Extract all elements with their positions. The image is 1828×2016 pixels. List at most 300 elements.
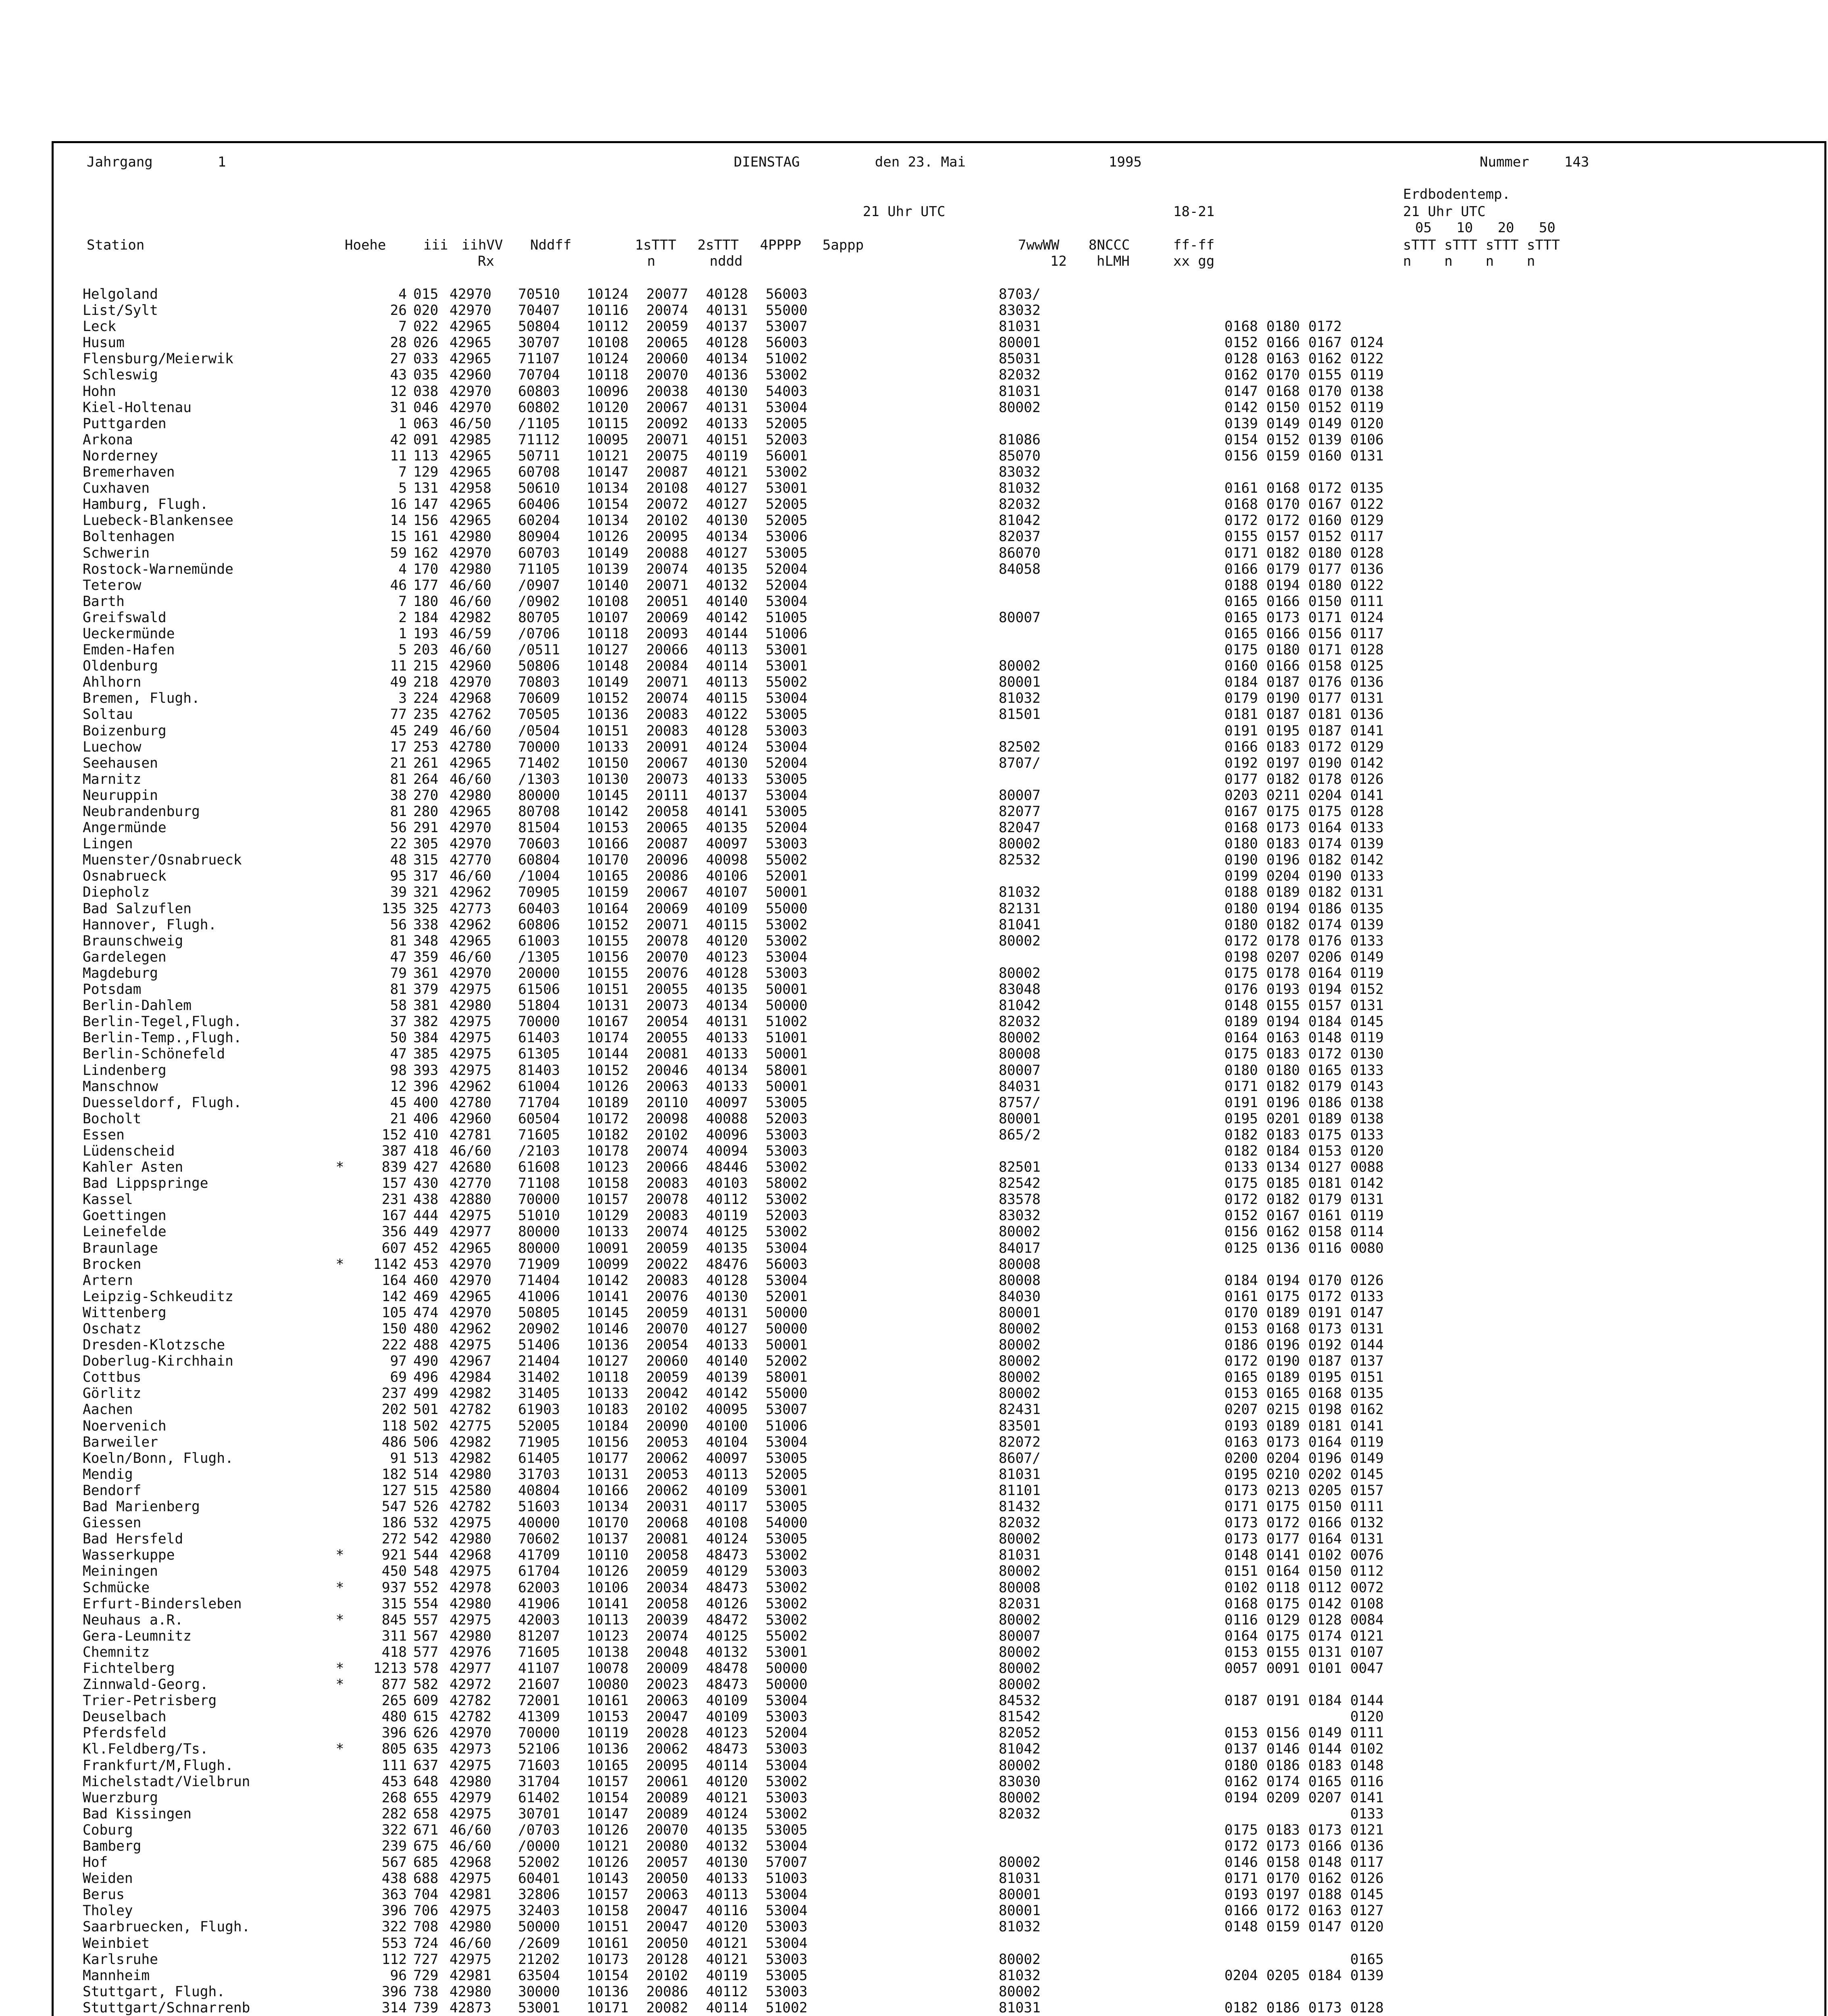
table-row — [83, 286, 1392, 302]
station-number: 615 — [413, 1709, 439, 1725]
station-height: 47 — [390, 949, 407, 965]
code-temp2: 20102 — [646, 512, 688, 529]
soil-temp: 0129 — [1350, 512, 1384, 529]
station-height: 396 — [381, 1983, 407, 2000]
station-height: 186 — [381, 1515, 407, 1531]
soil-temp: 0133 — [1350, 868, 1384, 885]
code-ihvv: 42975 — [450, 1208, 491, 1224]
soil-temp: 0106 — [1350, 431, 1384, 448]
code-pressure: 40132 — [706, 1644, 748, 1660]
station-name: Oschatz — [83, 1321, 142, 1337]
code-temp2: 20053 — [646, 1434, 688, 1450]
soil-temp: 0174 — [1308, 836, 1342, 852]
code-nddff: 70000 — [518, 739, 560, 755]
code-pressure: 40128 — [706, 286, 748, 302]
station-number: 637 — [413, 1757, 439, 1774]
soil-temp: 0193 — [1266, 981, 1300, 998]
code-tendency: 53001 — [766, 658, 808, 675]
soil-temp: 0135 — [1350, 900, 1384, 917]
table-row — [83, 1515, 1392, 1531]
col-station: Station — [87, 237, 145, 253]
soil-temp: 0124 — [1350, 335, 1384, 351]
col-hoehe: Hoehe — [345, 237, 386, 253]
code-nddff: 60803 — [518, 383, 560, 400]
soil-temp: 0175 — [1266, 804, 1300, 820]
code-clouds: 82542 — [999, 1175, 1041, 1192]
soil-temp: 0119 — [1350, 965, 1384, 981]
soil-temp: 0102 — [1350, 1741, 1384, 1758]
code-tendency: 53003 — [766, 1919, 808, 1935]
code-ihvv: 42962 — [450, 1078, 491, 1095]
soil-temp: 0150 — [1266, 399, 1300, 416]
code-nddff: 52005 — [518, 1418, 560, 1434]
code-nddff: 70704 — [518, 367, 560, 383]
code-temp1: 10113 — [587, 1612, 629, 1628]
code-temp2: 20053 — [646, 1466, 688, 1483]
station-number: 557 — [413, 1612, 439, 1628]
soil-temp: 0165 — [1224, 1369, 1258, 1386]
code-temp2: 20039 — [646, 1612, 688, 1628]
code-temp2: 20057 — [646, 1854, 688, 1871]
table-row — [83, 1806, 1392, 1822]
station-number: 496 — [413, 1369, 439, 1386]
station-name: Cuxhaven — [83, 480, 150, 497]
code-temp1: 10133 — [587, 1224, 629, 1240]
code-pressure: 40128 — [706, 1272, 748, 1289]
soil-temp: 0173 — [1308, 1822, 1342, 1838]
soil-temp: 0119 — [1350, 1434, 1384, 1450]
code-temp2: 20081 — [646, 1046, 688, 1062]
soil-temp: 0119 — [1350, 367, 1384, 383]
code-ihvv: 42965 — [450, 448, 491, 464]
station-name: Braunlage — [83, 1240, 158, 1256]
station-height: 81 — [390, 981, 407, 998]
code-temp1: 10149 — [587, 545, 629, 561]
code-nddff: 80708 — [518, 804, 560, 820]
station-name: Arkona — [83, 431, 133, 448]
station-name: Emden-Hafen — [83, 642, 175, 658]
code-tendency: 51001 — [766, 1030, 808, 1046]
code-temp2: 20050 — [646, 1870, 688, 1887]
code-temp1: 10116 — [587, 302, 629, 319]
table-row — [83, 658, 1392, 674]
soil-temp: 0172 — [1224, 1838, 1258, 1854]
table-row — [83, 1951, 1392, 1968]
soil-temp: 0196 — [1266, 1337, 1300, 1354]
code-temp2: 20059 — [646, 319, 688, 335]
soil-temp: 0128 — [1350, 545, 1384, 561]
station-height: 418 — [381, 1644, 407, 1660]
soil-temp: 0178 — [1266, 965, 1300, 981]
soil-temp: 0172 — [1308, 1288, 1342, 1305]
station-height: 5 — [398, 642, 407, 658]
code-nddff: 32403 — [518, 1903, 560, 1919]
station-number: 490 — [413, 1353, 439, 1370]
soil-temp: 0133 — [1350, 1806, 1384, 1822]
station-name: Weinbiet — [83, 1935, 150, 1951]
code-pressure: 40131 — [706, 1304, 748, 1321]
station-number: 203 — [413, 642, 439, 658]
soil-temp: 0149 — [1350, 1450, 1384, 1466]
code-pressure: 40094 — [706, 1143, 748, 1159]
station-name: Koeln/Bonn, Flugh. — [83, 1450, 233, 1466]
code-clouds: 82502 — [999, 739, 1041, 755]
code-temp1: 10155 — [587, 933, 629, 949]
col-rx: Rx — [478, 253, 494, 269]
table-row — [83, 723, 1392, 739]
code-pressure: 40117 — [706, 1499, 748, 1515]
table-row — [83, 512, 1392, 529]
table-row — [83, 626, 1392, 642]
code-ihvv: 42980 — [450, 787, 491, 804]
station-height: 265 — [381, 1693, 407, 1709]
station-number: 035 — [413, 367, 439, 383]
code-pressure: 40115 — [706, 690, 748, 707]
station-height: 97 — [390, 1353, 407, 1370]
code-pressure: 40130 — [706, 755, 748, 771]
code-ihvv: 46/60 — [450, 642, 491, 658]
code-clouds: 86070 — [999, 545, 1041, 561]
code-ihvv: 42967 — [450, 1353, 491, 1370]
code-ihvv: 42982 — [450, 1450, 491, 1466]
code-nddff: 71402 — [518, 755, 560, 771]
code-pressure: 40109 — [706, 1693, 748, 1709]
table-row — [83, 884, 1392, 900]
code-temp2: 20067 — [646, 399, 688, 416]
code-pressure: 40124 — [706, 1531, 748, 1547]
soil-temp: 0121 — [1350, 1628, 1384, 1644]
soil-temp: 0107 — [1350, 1644, 1384, 1660]
code-clouds: 82047 — [999, 820, 1041, 836]
code-ihvv: 42980 — [450, 1595, 491, 1612]
code-ihvv: 42782 — [450, 1499, 491, 1515]
code-temp2: 20067 — [646, 755, 688, 771]
station-height: 1213 — [373, 1660, 407, 1677]
code-ihvv: 42962 — [450, 916, 491, 933]
code-temp2: 20074 — [646, 1628, 688, 1644]
code-temp2: 20093 — [646, 625, 688, 642]
soil-temp: 0188 — [1308, 1887, 1342, 1903]
station-name: Muenster/Osnabrueck — [83, 852, 242, 868]
table-row — [83, 1159, 1392, 1175]
station-height: 91 — [390, 1450, 407, 1466]
mountain-marker: * — [335, 1677, 344, 1693]
code-clouds: 81031 — [999, 319, 1041, 335]
code-pressure: 40122 — [706, 706, 748, 723]
soil-temp: 0166 — [1266, 335, 1300, 351]
code-pressure: 40107 — [706, 884, 748, 901]
soil-temp: 0120 — [1350, 1709, 1384, 1725]
code-temp2: 20038 — [646, 383, 688, 400]
code-nddff: 81207 — [518, 1628, 560, 1644]
code-tendency: 52005 — [766, 512, 808, 529]
table-row — [83, 1644, 1392, 1660]
code-tendency: 53003 — [766, 1983, 808, 2000]
code-pressure: 48446 — [706, 1159, 748, 1176]
soil-temp: 0175 — [1224, 965, 1258, 981]
code-clouds: 80001 — [999, 1110, 1041, 1127]
code-pressure: 40121 — [706, 1789, 748, 1806]
soil-temp: 0114 — [1350, 1224, 1384, 1240]
station-height: 22 — [390, 836, 407, 852]
station-name: List/Sylt — [83, 302, 158, 319]
code-temp1: 10142 — [587, 1272, 629, 1289]
code-temp1: 10170 — [587, 1515, 629, 1531]
soil-temp: 0187 — [1308, 723, 1342, 739]
day-label: DIENSTAG — [734, 154, 800, 170]
soil-temp: 0117 — [1350, 625, 1384, 642]
station-number: 249 — [413, 723, 439, 739]
mountain-marker: * — [335, 1741, 344, 1758]
soil-temp: 0160 — [1308, 448, 1342, 464]
code-tendency: 50001 — [766, 1046, 808, 1062]
code-temp1: 10126 — [587, 1854, 629, 1871]
soil-temp: 0213 — [1266, 1482, 1300, 1499]
table-row — [83, 302, 1392, 319]
col-ihvv: iihVV — [462, 237, 503, 253]
code-clouds: 80002 — [999, 1369, 1041, 1386]
code-clouds: 82052 — [999, 1725, 1041, 1741]
station-height: 356 — [381, 1224, 407, 1240]
code-nddff: 31704 — [518, 1773, 560, 1790]
soil-temp: 0198 — [1308, 1402, 1342, 1418]
col-ff: ff-ff — [1173, 237, 1215, 253]
soil-temp: 0201 — [1266, 1110, 1300, 1127]
soil-temp: 0180 — [1308, 545, 1342, 561]
code-temp1: 10143 — [587, 1870, 629, 1887]
station-name: Kiel-Holtenau — [83, 399, 192, 416]
table-row — [83, 1596, 1392, 1612]
station-height: 921 — [381, 1547, 407, 1564]
code-pressure: 40112 — [706, 1983, 748, 2000]
code-pressure: 40124 — [706, 1806, 748, 1822]
code-nddff: 60403 — [518, 900, 560, 917]
code-pressure: 40130 — [706, 383, 748, 400]
code-temp2: 20063 — [646, 1887, 688, 1903]
station-height: 11 — [390, 448, 407, 464]
soil-temp: 0159 — [1266, 448, 1300, 464]
soil-temp: 0163 — [1308, 1903, 1342, 1919]
code-temp2: 20092 — [646, 415, 688, 432]
code-pressure: 40125 — [706, 1224, 748, 1240]
code-temp2: 20095 — [646, 1757, 688, 1774]
code-temp1: 10118 — [587, 625, 629, 642]
code-temp1: 10159 — [587, 884, 629, 901]
station-name: Artern — [83, 1272, 133, 1289]
soil-temp: 0175 — [1224, 1822, 1258, 1838]
station-number: 162 — [413, 545, 439, 561]
nummer-label: Nummer — [1480, 154, 1529, 170]
col-xxgg: xx gg — [1173, 253, 1215, 269]
code-ihvv: 42982 — [450, 1434, 491, 1450]
station-height: 11 — [390, 658, 407, 675]
code-nddff: /1004 — [518, 868, 560, 885]
code-tendency: 56001 — [766, 448, 808, 464]
code-pressure: 40131 — [706, 399, 748, 416]
soil-temp: 0152 — [1350, 981, 1384, 998]
soil-temp: 0129 — [1350, 739, 1384, 755]
station-name: Duesseldorf, Flugh. — [83, 1094, 242, 1111]
code-clouds: 80002 — [999, 1030, 1041, 1046]
soil-temp: 0149 — [1266, 415, 1300, 432]
code-ihvv: 46/60 — [450, 1822, 491, 1838]
soil-temp: 0135 — [1350, 480, 1384, 497]
station-name: Karlsruhe — [83, 1951, 158, 1968]
code-pressure: 40119 — [706, 448, 748, 464]
code-ihvv: 42975 — [450, 1951, 491, 1968]
soil-temp: 0155 — [1308, 367, 1342, 383]
col-appp: 5appp — [822, 237, 864, 253]
code-nddff: 41107 — [518, 1660, 560, 1677]
code-ihvv: 42980 — [450, 529, 491, 545]
table-row — [83, 1337, 1392, 1353]
code-pressure: 40135 — [706, 820, 748, 836]
code-nddff: 51603 — [518, 1499, 560, 1515]
soil-temp: 0205 — [1266, 1967, 1300, 1984]
code-temp1: 10153 — [587, 1709, 629, 1725]
code-ihvv: 42680 — [450, 1159, 491, 1176]
soil-temp: 0186 — [1224, 1337, 1258, 1354]
station-height: 396 — [381, 1725, 407, 1741]
soil-temp: 0172 — [1224, 1191, 1258, 1208]
soil-temp: 0166 — [1266, 625, 1300, 642]
soil-temp: 0162 — [1350, 1402, 1384, 1418]
soil-temp: 0190 — [1266, 690, 1300, 707]
soil-temp: 0174 — [1308, 916, 1342, 933]
code-temp2: 20078 — [646, 1191, 688, 1208]
code-ihvv: 42982 — [450, 1385, 491, 1402]
table-row — [83, 1935, 1392, 1951]
code-tendency: 53005 — [766, 1531, 808, 1547]
soil-temp: 0139 — [1308, 431, 1342, 448]
code-temp2: 20059 — [646, 1304, 688, 1321]
soil-temp: 0166 — [1266, 658, 1300, 675]
code-nddff: 60804 — [518, 852, 560, 868]
code-temp2: 20047 — [646, 1903, 688, 1919]
code-clouds: 82031 — [999, 1595, 1041, 1612]
code-ihvv: 42975 — [450, 1062, 491, 1079]
station-height: 98 — [390, 1062, 407, 1079]
code-nddff: 50610 — [518, 480, 560, 497]
code-tendency: 53003 — [766, 723, 808, 739]
station-name: Giessen — [83, 1515, 142, 1531]
code-pressure: 40133 — [706, 1030, 748, 1046]
station-name: Bremen, Flugh. — [83, 690, 200, 707]
soil-temp: 0186 — [1266, 1757, 1300, 1774]
code-tendency: 53002 — [766, 916, 808, 933]
code-pressure: 40115 — [706, 916, 748, 933]
code-ihvv: 42970 — [450, 1725, 491, 1741]
code-temp2: 20058 — [646, 1547, 688, 1564]
code-ihvv: 42962 — [450, 1321, 491, 1337]
soil-temp: 0198 — [1224, 949, 1258, 965]
code-nddff: 63504 — [518, 1967, 560, 1984]
soil-temp: 0135 — [1350, 1385, 1384, 1402]
soil-temp: 0193 — [1224, 1887, 1258, 1903]
col-soil-n: n n n n — [1403, 253, 1535, 269]
station-name: Fichtelberg — [83, 1660, 175, 1677]
station-number: 430 — [413, 1175, 439, 1192]
station-number: 648 — [413, 1773, 439, 1790]
code-ihvv: 42965 — [450, 1240, 491, 1256]
code-pressure: 40104 — [706, 1434, 748, 1450]
code-temp1: 10155 — [587, 965, 629, 981]
soil-temp: 0108 — [1350, 1595, 1384, 1612]
station-height: 486 — [381, 1434, 407, 1450]
code-tendency: 51002 — [766, 351, 808, 367]
station-name: Schmücke — [83, 1579, 150, 1596]
station-name: Brocken — [83, 1256, 142, 1272]
soil-temp: 0145 — [1350, 1887, 1384, 1903]
soil-temp: 0204 — [1266, 868, 1300, 885]
station-number: 452 — [413, 1240, 439, 1256]
code-pressure: 40128 — [706, 723, 748, 739]
station-name: Leck — [83, 319, 117, 335]
station-height: 311 — [381, 1628, 407, 1644]
station-name: Neuruppin — [83, 787, 158, 804]
code-nddff: 42003 — [518, 1612, 560, 1628]
code-clouds: 81031 — [999, 1999, 1041, 2016]
station-height: 152 — [381, 1127, 407, 1143]
soil-temp: 0148 — [1350, 1757, 1384, 1774]
code-clouds: 81032 — [999, 690, 1041, 707]
station-name: Mannheim — [83, 1967, 150, 1984]
station-number: 675 — [413, 1838, 439, 1854]
station-name: Berlin-Tegel,Flugh. — [83, 1014, 242, 1030]
soil-temp: 0147 — [1308, 1919, 1342, 1935]
code-ihvv: 42968 — [450, 690, 491, 707]
soil-temp: 0136 — [1350, 674, 1384, 691]
code-nddff: 20902 — [518, 1321, 560, 1337]
code-tendency: 52004 — [766, 577, 808, 594]
soil-temp: 0196 — [1266, 852, 1300, 868]
soil-temp: 0162 — [1224, 1773, 1258, 1790]
code-ihvv: 46/60 — [450, 1143, 491, 1159]
station-number: 501 — [413, 1402, 439, 1418]
code-nddff: 70000 — [518, 1014, 560, 1030]
code-ihvv: 42980 — [450, 1773, 491, 1790]
code-temp2: 20062 — [646, 1450, 688, 1466]
code-temp1: 10183 — [587, 1402, 629, 1418]
station-name: Coburg — [83, 1822, 133, 1838]
code-pressure: 40120 — [706, 1773, 748, 1790]
soil-temp: 0180 — [1224, 836, 1258, 852]
code-ihvv: 42970 — [450, 383, 491, 400]
code-pressure: 40116 — [706, 1903, 748, 1919]
code-pressure: 40113 — [706, 674, 748, 691]
station-height: 12 — [390, 1078, 407, 1095]
code-ihvv: 42975 — [450, 1612, 491, 1628]
code-nddff: 60802 — [518, 399, 560, 416]
code-ihvv: 42975 — [450, 1515, 491, 1531]
station-height: 547 — [381, 1499, 407, 1515]
code-ihvv: 42973 — [450, 1741, 491, 1758]
code-pressure: 40088 — [706, 1110, 748, 1127]
soil-temp: 0187 — [1224, 1693, 1258, 1709]
soil-temp: 0101 — [1308, 1660, 1342, 1677]
soil-temp: 0138 — [1350, 383, 1384, 400]
code-ihvv: 46/60 — [450, 1838, 491, 1854]
code-tendency: 53002 — [766, 1159, 808, 1176]
station-number: 393 — [413, 1062, 439, 1079]
code-ihvv: 42979 — [450, 1789, 491, 1806]
code-ihvv: 42970 — [450, 1256, 491, 1272]
soil-temp: 0156 — [1266, 1725, 1300, 1741]
soil-temp: 0180 — [1266, 1062, 1300, 1079]
station-name: Oldenburg — [83, 658, 158, 675]
code-pressure: 40142 — [706, 609, 748, 626]
station-height: 480 — [381, 1709, 407, 1725]
